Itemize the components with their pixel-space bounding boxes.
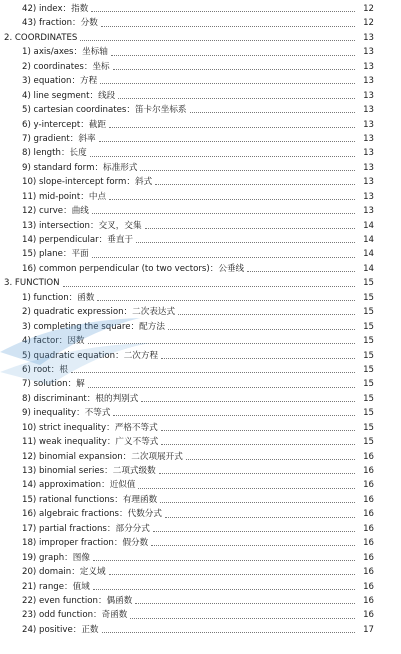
toc-page-number: 13 bbox=[363, 119, 374, 130]
toc-page-number: 14 bbox=[363, 249, 374, 260]
toc-label: 1) axis/axes：坐标轴 bbox=[22, 47, 108, 58]
toc-page-number: 12 bbox=[363, 18, 374, 29]
toc-entry[interactable] bbox=[0, 623, 401, 637]
dot-leader bbox=[153, 530, 355, 532]
toc-label: 10) strict inequality：严格不等式 bbox=[22, 422, 158, 433]
toc-entry[interactable] bbox=[0, 262, 401, 276]
toc-entry[interactable] bbox=[0, 103, 401, 117]
dot-leader bbox=[99, 140, 355, 142]
dot-leader bbox=[161, 429, 355, 431]
toc-page-number: 14 bbox=[363, 263, 374, 274]
toc-page-number: 13 bbox=[363, 76, 374, 87]
toc-entry[interactable] bbox=[0, 190, 401, 204]
dot-leader bbox=[168, 328, 355, 330]
toc-page-number: 13 bbox=[363, 90, 374, 101]
dot-leader bbox=[97, 299, 355, 301]
toc-label: 7) solution：解 bbox=[22, 379, 85, 390]
dot-leader bbox=[113, 68, 355, 70]
dot-leader bbox=[90, 155, 355, 157]
dot-leader bbox=[80, 39, 355, 41]
toc-label: 11) weak inequality：广义不等式 bbox=[22, 437, 159, 448]
toc-page-number: 16 bbox=[363, 538, 374, 549]
toc-entry[interactable] bbox=[0, 89, 401, 103]
dot-leader bbox=[145, 227, 355, 229]
dot-leader bbox=[136, 241, 355, 243]
dot-leader bbox=[100, 82, 355, 84]
toc-label: 22) even function：偶函数 bbox=[22, 595, 133, 606]
toc-label: 11) mid-point：中点 bbox=[22, 191, 107, 202]
toc-entry[interactable] bbox=[0, 464, 401, 478]
dot-leader bbox=[247, 270, 355, 272]
dot-leader bbox=[109, 198, 355, 200]
toc-page-number: 15 bbox=[363, 278, 374, 289]
toc-label: 6) y-intercept：截距 bbox=[22, 119, 107, 130]
toc-entry[interactable] bbox=[0, 565, 401, 579]
dot-leader bbox=[118, 97, 355, 99]
dot-leader bbox=[186, 458, 355, 460]
toc-page-number: 15 bbox=[363, 307, 374, 318]
toc-entry[interactable] bbox=[0, 551, 401, 565]
toc-page-number: 13 bbox=[363, 47, 374, 58]
toc-entry[interactable] bbox=[0, 435, 401, 449]
dot-leader bbox=[88, 342, 355, 344]
toc-label: 23) odd function：奇函数 bbox=[22, 610, 128, 621]
toc-entry[interactable] bbox=[0, 421, 401, 435]
toc-label: 8) length：长度 bbox=[22, 148, 87, 159]
toc-page-number: 14 bbox=[363, 235, 374, 245]
dot-leader bbox=[92, 212, 355, 214]
toc-page-number: 13 bbox=[363, 191, 374, 202]
toc-label: 5) quadratic equation：二次方程 bbox=[22, 350, 159, 361]
toc-label: 12) curve：曲线 bbox=[22, 206, 89, 217]
toc-label: 14) perpendicular：垂直于 bbox=[22, 235, 134, 245]
toc-page-number: 16 bbox=[363, 595, 374, 606]
dot-leader bbox=[93, 588, 355, 590]
toc-section-heading[interactable] bbox=[0, 276, 401, 290]
toc-page-number: 16 bbox=[363, 451, 374, 462]
toc-entry[interactable] bbox=[0, 522, 401, 536]
toc-entry[interactable] bbox=[0, 60, 401, 74]
toc-page-number: 13 bbox=[363, 61, 374, 72]
dot-leader bbox=[161, 357, 355, 359]
toc-page-number: 16 bbox=[363, 567, 374, 578]
toc-label: 13) binomial series：二项式级数 bbox=[22, 466, 156, 476]
toc-page-number: 15 bbox=[363, 364, 374, 375]
toc-label: 5) cartesian coordinates：笛卡尔坐标系 bbox=[22, 105, 187, 116]
toc-label: 4) line segment：线段 bbox=[22, 90, 116, 101]
toc-entry[interactable] bbox=[0, 175, 401, 189]
toc-label: 43) fraction：分数 bbox=[22, 18, 98, 29]
toc-entry[interactable] bbox=[0, 74, 401, 88]
toc-page-number: 16 bbox=[363, 480, 374, 491]
toc-page-number: 13 bbox=[363, 148, 374, 159]
toc-entry[interactable] bbox=[0, 118, 401, 132]
toc-label: 21) range：值域 bbox=[22, 581, 90, 592]
toc-page-number: 15 bbox=[363, 321, 374, 332]
dot-leader bbox=[91, 10, 355, 12]
toc-page-number: 16 bbox=[363, 552, 374, 563]
toc-page-number: 12 bbox=[363, 4, 374, 14]
toc-entry[interactable] bbox=[0, 204, 401, 218]
toc-page-number: 16 bbox=[363, 494, 374, 505]
toc-entry[interactable] bbox=[0, 219, 401, 233]
toc-label: 17) partial fractions：部分分式 bbox=[22, 523, 150, 534]
dot-leader bbox=[161, 443, 355, 445]
toc-page-number: 15 bbox=[363, 292, 374, 303]
toc-label: 12) binomial expansion：二次项展开式 bbox=[22, 451, 183, 462]
toc-page-number: 13 bbox=[363, 105, 374, 116]
toc-entry[interactable] bbox=[0, 392, 401, 406]
dot-leader bbox=[109, 126, 355, 128]
toc-entry[interactable] bbox=[0, 132, 401, 146]
toc-label: 7) gradient：斜率 bbox=[22, 133, 96, 144]
dot-leader bbox=[92, 256, 355, 258]
dot-leader bbox=[141, 400, 355, 402]
toc-entry[interactable] bbox=[0, 320, 401, 334]
toc-entry[interactable] bbox=[0, 536, 401, 550]
toc-page-number: 15 bbox=[363, 393, 374, 404]
toc-page-number: 15 bbox=[363, 408, 374, 419]
toc-entry[interactable] bbox=[0, 305, 401, 319]
toc-page-number: 16 bbox=[363, 466, 374, 476]
toc-label: 13) intersection：交叉，交集 bbox=[22, 220, 142, 231]
toc-label: 3) equation：方程 bbox=[22, 76, 98, 87]
toc-label: 4) factor：因数 bbox=[22, 336, 85, 347]
toc-entry[interactable] bbox=[0, 45, 401, 59]
toc-page-number: 13 bbox=[363, 206, 374, 217]
dot-leader bbox=[190, 111, 355, 113]
dot-leader bbox=[165, 516, 355, 518]
toc-label: 9) inequality：不等式 bbox=[22, 408, 111, 419]
table-of-contents bbox=[0, 2, 401, 637]
toc-page-number: 17 bbox=[363, 624, 374, 635]
toc-entry[interactable] bbox=[0, 406, 401, 420]
toc-entry[interactable] bbox=[0, 493, 401, 507]
dot-leader bbox=[113, 414, 355, 416]
toc-label: 2) coordinates：坐标 bbox=[22, 61, 110, 72]
toc-page-number: 15 bbox=[363, 336, 374, 347]
toc-page-number: 13 bbox=[363, 177, 374, 188]
toc-page-number: 13 bbox=[363, 162, 374, 173]
toc-section-heading[interactable] bbox=[0, 31, 401, 45]
toc-entry[interactable] bbox=[0, 16, 401, 30]
toc-label: 9) standard form：标准形式 bbox=[22, 162, 138, 173]
dot-leader bbox=[111, 54, 355, 56]
toc-label: 16) algebraic fractions：代数分式 bbox=[22, 509, 162, 520]
toc-entry[interactable] bbox=[0, 247, 401, 261]
toc-page-number: 13 bbox=[363, 133, 374, 144]
dot-leader bbox=[160, 501, 355, 503]
toc-label: 24) positive：正数 bbox=[22, 624, 99, 635]
toc-page-number: 16 bbox=[363, 523, 374, 534]
dot-leader bbox=[63, 285, 355, 287]
toc-label: 15) plane：平面 bbox=[22, 249, 89, 260]
toc-label: 18) improper fraction：假分数 bbox=[22, 538, 149, 549]
toc-page-number: 13 bbox=[363, 32, 374, 43]
toc-entry[interactable] bbox=[0, 580, 401, 594]
dot-leader bbox=[140, 169, 355, 171]
toc-entry[interactable] bbox=[0, 377, 401, 391]
dot-leader bbox=[71, 371, 355, 373]
dot-leader bbox=[151, 544, 355, 546]
toc-label: 20) domain：定义域 bbox=[22, 567, 106, 578]
toc-label: 42) index：指数 bbox=[22, 4, 89, 14]
dot-leader bbox=[135, 602, 355, 604]
toc-entry[interactable] bbox=[0, 2, 401, 16]
toc-label: 19) graph：图像 bbox=[22, 552, 90, 563]
toc-entry[interactable] bbox=[0, 291, 401, 305]
toc-page-number: 16 bbox=[363, 581, 374, 592]
toc-label: 1) function：函数 bbox=[22, 292, 95, 303]
toc-entry[interactable] bbox=[0, 450, 401, 464]
dot-leader bbox=[138, 487, 355, 489]
toc-entry[interactable] bbox=[0, 478, 401, 492]
toc-label: 14) approximation：近似值 bbox=[22, 480, 136, 491]
toc-page-number: 15 bbox=[363, 350, 374, 361]
toc-label: 15) rational functions：有理函数 bbox=[22, 494, 158, 505]
dot-leader bbox=[93, 559, 355, 561]
toc-entry[interactable] bbox=[0, 349, 401, 363]
dot-leader bbox=[109, 573, 355, 575]
toc-page-number: 15 bbox=[363, 422, 374, 433]
toc-label: 2) quadratic expression：二次表达式 bbox=[22, 307, 176, 318]
toc-label: 8) discriminant：根的判别式 bbox=[22, 393, 139, 404]
dot-leader bbox=[178, 313, 355, 315]
toc-entry[interactable] bbox=[0, 146, 401, 160]
toc-page-number: 16 bbox=[363, 509, 374, 520]
toc-label: 3. FUNCTION bbox=[4, 278, 60, 289]
toc-page-number: 15 bbox=[363, 437, 374, 448]
toc-page-number: 16 bbox=[363, 610, 374, 621]
dot-leader bbox=[88, 386, 355, 388]
toc-page-number: 15 bbox=[363, 379, 374, 390]
dot-leader bbox=[101, 25, 355, 27]
toc-entry[interactable] bbox=[0, 233, 401, 247]
toc-entry[interactable] bbox=[0, 507, 401, 521]
toc-label: 10) slope-intercept form：斜式 bbox=[22, 177, 153, 188]
toc-page-number: 14 bbox=[363, 220, 374, 231]
toc-entry[interactable] bbox=[0, 363, 401, 377]
dot-leader bbox=[102, 631, 355, 633]
dot-leader bbox=[130, 617, 355, 619]
toc-label: 3) completing the square：配方法 bbox=[22, 321, 165, 332]
toc-entry[interactable] bbox=[0, 594, 401, 608]
toc-label: 6) root：根 bbox=[22, 364, 68, 375]
toc-entry[interactable] bbox=[0, 161, 401, 175]
toc-label: 16) common perpendicular (to two vectors)：公垂线 bbox=[22, 263, 245, 274]
toc-entry[interactable] bbox=[0, 608, 401, 622]
dot-leader bbox=[159, 472, 355, 474]
toc-label: 2. COORDINATES bbox=[4, 32, 78, 43]
toc-entry[interactable] bbox=[0, 334, 401, 348]
dot-leader bbox=[155, 183, 355, 185]
